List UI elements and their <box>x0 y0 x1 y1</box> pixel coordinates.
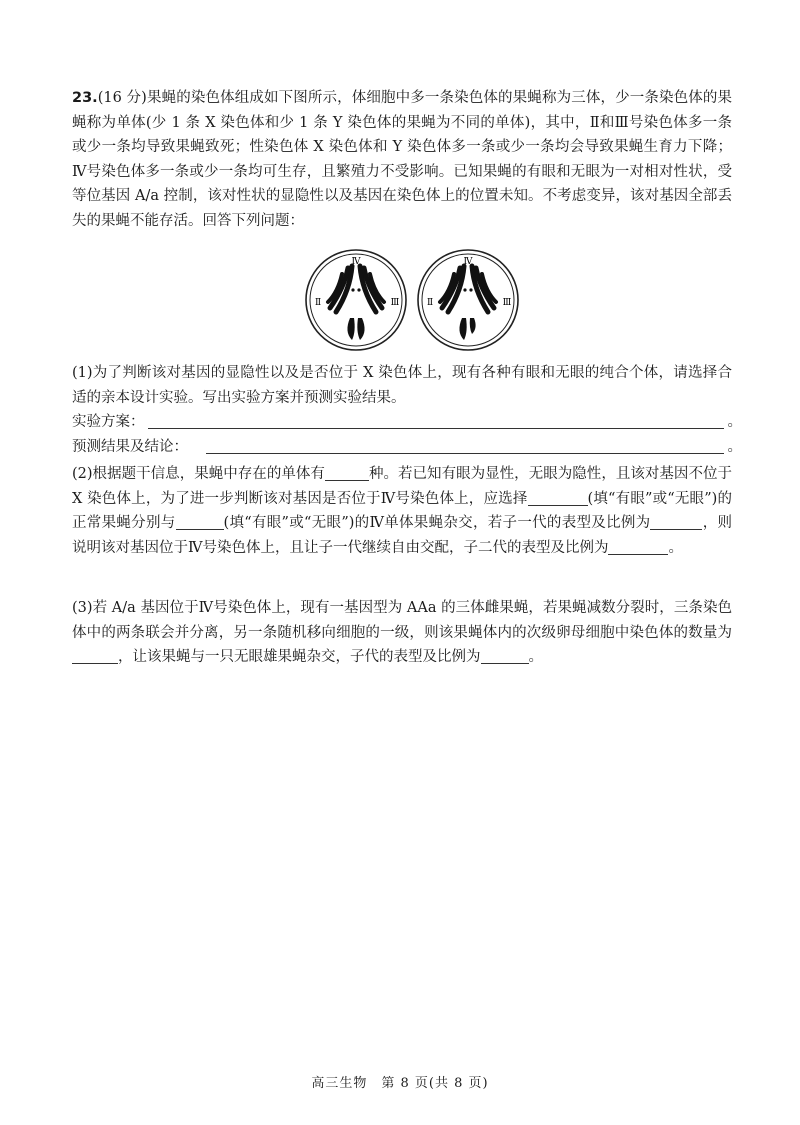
question-number: 23. <box>72 90 98 106</box>
result-line <box>72 436 742 458</box>
part3-text <box>72 596 732 670</box>
blank-offspring-ratio[interactable] <box>481 647 529 664</box>
plan-answer-blank[interactable] <box>148 428 724 429</box>
part3-seg2: ，让该果蝇与一只无眼雄果蝇杂交，子代的表型及比例为 <box>118 649 481 665</box>
label-iii-right: Ⅲ <box>502 298 512 308</box>
label-iii-left: Ⅲ <box>390 298 400 308</box>
blank-chromosome-number[interactable] <box>72 647 118 664</box>
part1-text: (1)为了判断该对基因的显隐性以及是否位于 X 染色体上，现有各种有眼和无眼的纯合个体，请选择合适的亲本设计实验。写出实验方案并预测实验结果。 <box>72 365 732 406</box>
label-iv-left: Ⅳ <box>351 257 361 267</box>
part2-seg3: (填“有眼”或“无眼”)的正常果蝇分别与 <box>72 490 732 531</box>
plan-line <box>72 411 742 433</box>
plan-label: 实验方案： <box>72 414 145 430</box>
label-iv-right: Ⅳ <box>463 257 473 267</box>
question-intro <box>72 86 732 233</box>
part3-seg1: (3)若 A/a 基因位于Ⅳ号染色体上，现有一基因型为 AAa 的三体雌果蝇，若果蝇减数分裂时，三条染色体中的两条联会并分离，另一条随机移向细胞的一级，则该果蝇体内的次级卵母细胞中染色体的数量为 <box>72 600 732 641</box>
page-footer: 高三生物 第 8 页(共 8 页) <box>311 1076 489 1091</box>
blank-monosomy-count[interactable] <box>325 464 369 481</box>
blank-normal-fly-phenotype[interactable] <box>528 489 588 506</box>
part2-seg1: (2)根据题干信息，果蝇中存在的单体有 <box>72 466 325 482</box>
blank-f2-ratio[interactable] <box>608 538 668 555</box>
part2-seg6: 。 <box>668 539 683 556</box>
plan-end-mark: 。 <box>727 414 742 430</box>
cell-right <box>418 250 518 350</box>
label-ii-right: Ⅱ <box>426 298 434 308</box>
part2-seg2: 种。若已知有眼为显性，无眼为隐性，且该对基因不位于 X 染色体上，为了进一步判断该对基因是否位于Ⅳ号染色体上，应选择 <box>72 466 733 507</box>
result-end-mark: 。 <box>727 439 742 455</box>
cell-left <box>306 250 406 350</box>
result-label: 预测结果及结论： <box>72 439 188 455</box>
question-intro-text: (16 分)果蝇的染色体组成如下图所示，体细胞中多一条染色体的果蝇称为三体，少一条染色体的果蝇称为单体(少 1 条 X 染色体和少 1 条 Y 染色体的果蝇为不同的单体)，其中，Ⅱ和Ⅲ号染色体多一条或少一条均导致果蝇致死；性染色体 X 染色体和 Y 染色体多一条或少一条均会导致果蝇生育力下降；Ⅳ号染色体多一条或少一条均可生存，且繁殖力不受影响。已知果蝇的有眼和无眼为一对相对性状，受等位基因 A/a 控制，该对性状的显隐性以及基因在染色体上的位置未知。不考虑变异，该对基因全部丢失的果蝇不能存活。回答下列问题： <box>72 90 732 229</box>
result-answer-blank[interactable] <box>206 453 724 454</box>
label-ii-left: Ⅱ <box>314 298 322 308</box>
blank-monosomy-fly-phenotype[interactable] <box>176 513 224 530</box>
part3-seg3: 。 <box>528 649 543 665</box>
chromosome-figure <box>300 248 526 352</box>
part2-seg4: (填“有眼”或“无眼”)的Ⅳ单体果蝇杂交，若子一代的表型及比例为 <box>223 515 651 531</box>
blank-f1-ratio[interactable] <box>650 513 702 530</box>
part2-seg5: ，则说明该对基因位于Ⅳ号染色体上，且让子一代继续自由交配，子二代的表型及比例为 <box>72 515 733 556</box>
part2-text <box>72 462 732 560</box>
